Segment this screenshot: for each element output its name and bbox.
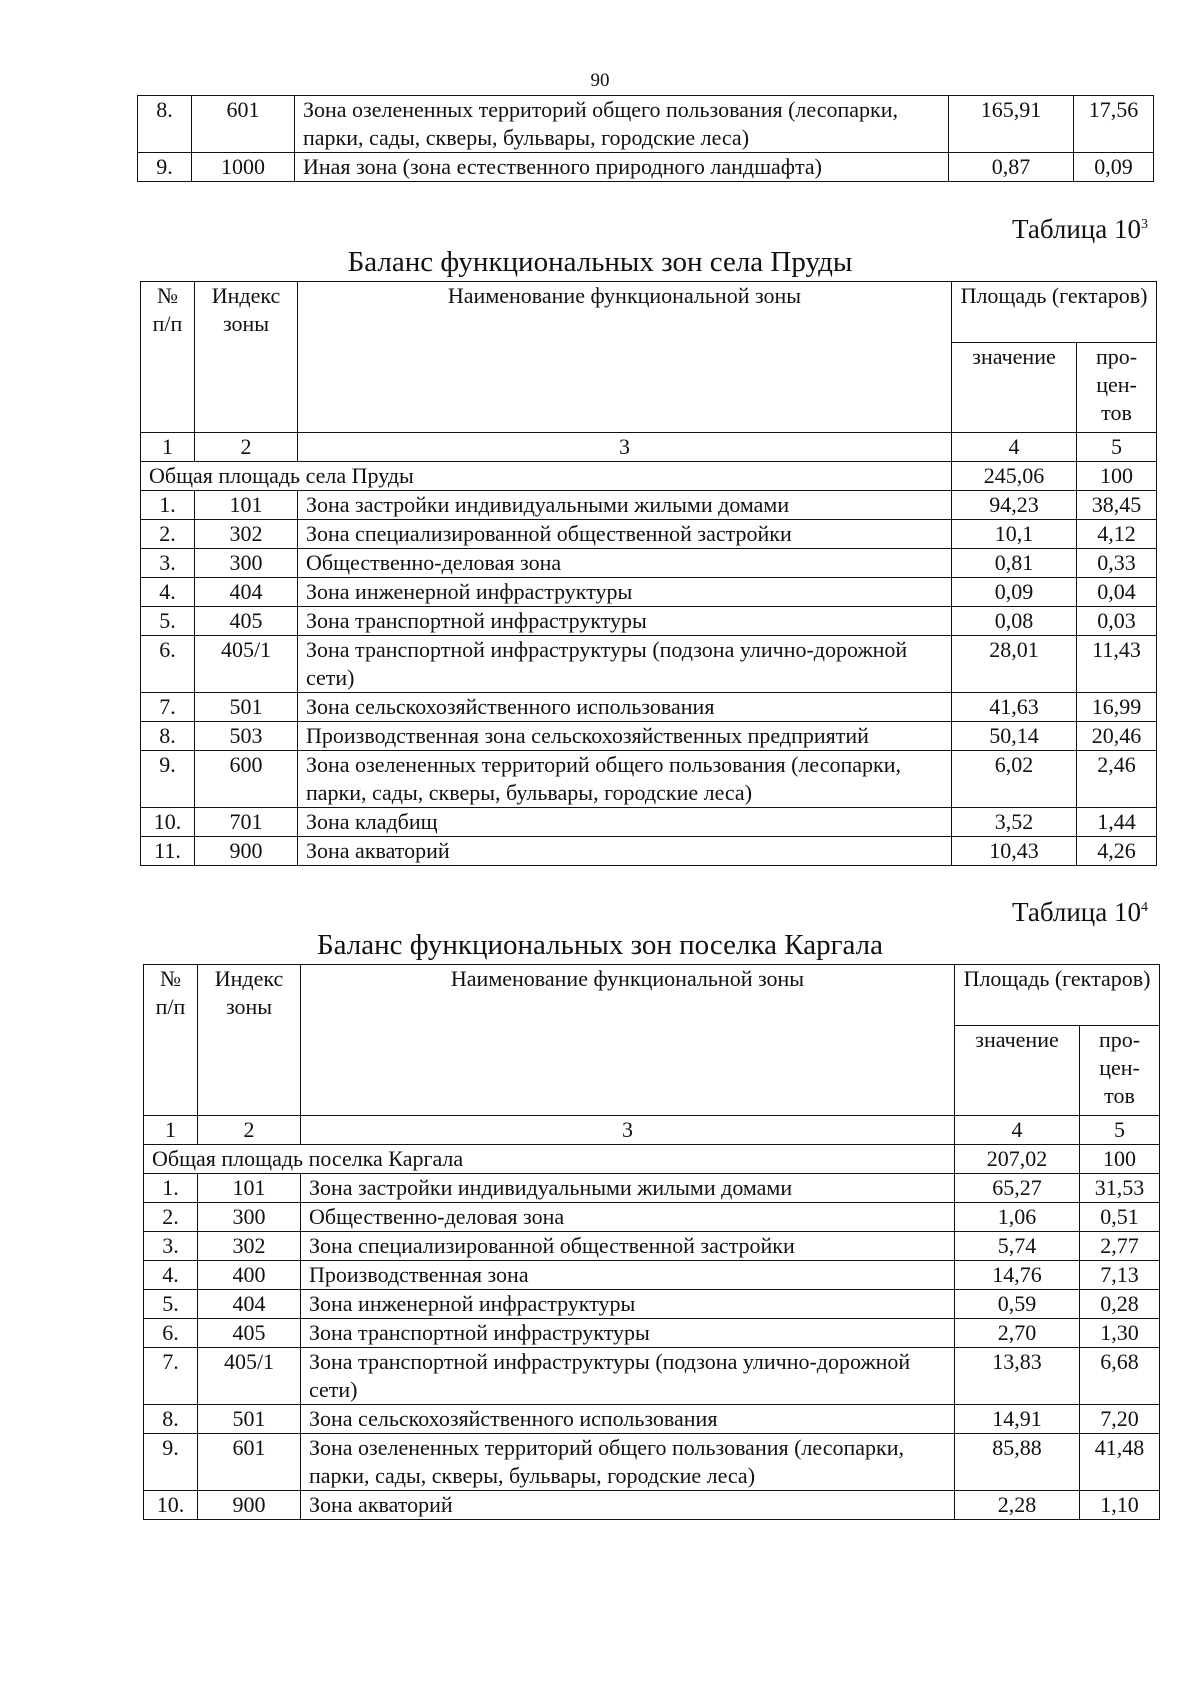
- zone-index: 300: [198, 1203, 301, 1232]
- zone-name: Производственная зона сельскохозяйственных предприятий: [298, 722, 952, 751]
- column-number: 5: [1080, 1116, 1160, 1145]
- row-number: 9.: [141, 751, 195, 808]
- table-row: [144, 1491, 1160, 1520]
- zone-name: Зона застройки индивидуальными жилыми домами: [301, 1174, 955, 1203]
- zone-area-percent: 0,51: [1080, 1203, 1160, 1232]
- table-row: [144, 1348, 1160, 1405]
- zone-index: 501: [195, 693, 298, 722]
- zone-area-value: 0,59: [955, 1290, 1080, 1319]
- zone-name: Зона транспортной инфраструктуры: [301, 1319, 955, 1348]
- zone-name: Общественно-деловая зона: [298, 549, 952, 578]
- zone-area-value: 2,28: [955, 1491, 1080, 1520]
- table-row: [144, 1434, 1160, 1491]
- column-number: 3: [298, 433, 952, 462]
- table-row: [144, 1319, 1160, 1348]
- table-row: [144, 1261, 1160, 1290]
- zone-area-value: 10,43: [952, 837, 1077, 866]
- table-title-prudy: Баланс функциональных зон села Пруды: [347, 246, 853, 278]
- zone-name: Зона кладбищ: [298, 808, 952, 837]
- header-index: Индекс зоны: [195, 282, 298, 433]
- zone-area-percent: 0,28: [1080, 1290, 1160, 1319]
- row-number: 8.: [144, 1405, 198, 1434]
- column-number: 5: [1077, 433, 1157, 462]
- table-row: [138, 153, 1154, 182]
- zone-area-value: 14,76: [955, 1261, 1080, 1290]
- table-label-text: Таблица 10: [1012, 897, 1141, 927]
- row-number: 6.: [141, 636, 195, 693]
- zone-index: 600: [195, 751, 298, 808]
- zone-area-value: 28,01: [952, 636, 1077, 693]
- total-label: Общая площадь поселка Каргала: [144, 1145, 955, 1174]
- zone-index: 900: [198, 1491, 301, 1520]
- header-row: [144, 965, 1160, 1026]
- zone-area-value: 0,09: [952, 578, 1077, 607]
- header-index: Индекс зоны: [198, 965, 301, 1116]
- column-number: 2: [198, 1116, 301, 1145]
- header-num: № п/п: [141, 282, 195, 433]
- zone-area-percent: 17,56: [1074, 96, 1154, 153]
- row-number: 2.: [144, 1203, 198, 1232]
- header-num: № п/п: [144, 965, 198, 1116]
- table-row: [141, 722, 1157, 751]
- header-value: значение: [952, 343, 1077, 433]
- zone-index: 701: [195, 808, 298, 837]
- zone-area-value: 50,14: [952, 722, 1077, 751]
- table-kargala-body: [144, 1174, 1160, 1520]
- zone-area-percent: 31,53: [1080, 1174, 1160, 1203]
- header-name: Наименование функциональной зоны: [298, 282, 952, 433]
- zone-name: Зона акваторий: [301, 1491, 955, 1520]
- zone-area-value: 65,27: [955, 1174, 1080, 1203]
- table-row: [141, 491, 1157, 520]
- zone-area-value: 0,81: [952, 549, 1077, 578]
- zone-area-value: 94,23: [952, 491, 1077, 520]
- zone-area-percent: 38,45: [1077, 491, 1157, 520]
- zone-area-percent: 4,12: [1077, 520, 1157, 549]
- row-number: 10.: [144, 1491, 198, 1520]
- row-number: 7.: [141, 693, 195, 722]
- row-number: 9.: [138, 153, 192, 182]
- total-value: 245,06: [952, 462, 1077, 491]
- zone-area-percent: 0,04: [1077, 578, 1157, 607]
- zone-area-percent: 16,99: [1077, 693, 1157, 722]
- row-number: 1.: [144, 1174, 198, 1203]
- zone-area-percent: 0,33: [1077, 549, 1157, 578]
- zone-area-percent: 20,46: [1077, 722, 1157, 751]
- zone-area-percent: 4,26: [1077, 837, 1157, 866]
- table-row: [141, 751, 1157, 808]
- total-label: Общая площадь села Пруды: [141, 462, 952, 491]
- row-number: 10.: [141, 808, 195, 837]
- zone-area-percent: 6,68: [1080, 1348, 1160, 1405]
- header-area: Площадь (гектаров): [952, 282, 1157, 343]
- zone-area-value: 41,63: [952, 693, 1077, 722]
- column-number: 4: [955, 1116, 1080, 1145]
- table-kargala: [143, 964, 1160, 1520]
- row-number: 3.: [144, 1232, 198, 1261]
- table-prudy: [140, 281, 1157, 866]
- table-row: [141, 693, 1157, 722]
- row-number: 8.: [138, 96, 192, 153]
- table-kargala-header: [144, 965, 1160, 1174]
- zone-area-percent: 0,03: [1077, 607, 1157, 636]
- table-label-superscript: 4: [1141, 900, 1148, 915]
- zone-index: 404: [195, 578, 298, 607]
- column-number: 4: [952, 433, 1077, 462]
- zone-index: 503: [195, 722, 298, 751]
- zone-index: 400: [198, 1261, 301, 1290]
- zone-index: 405/1: [198, 1348, 301, 1405]
- table-row: [141, 520, 1157, 549]
- zone-area-percent: 1,44: [1077, 808, 1157, 837]
- table-row: [144, 1203, 1160, 1232]
- column-number: 1: [141, 433, 195, 462]
- zone-area-percent: 41,48: [1080, 1434, 1160, 1491]
- zone-name: Зона специализированной общественной застройки: [298, 520, 952, 549]
- row-number: 5.: [144, 1290, 198, 1319]
- header-percent: про- цен- тов: [1077, 343, 1157, 433]
- row-number: 4.: [141, 578, 195, 607]
- zone-name: Иная зона (зона естественного природного ландшафта): [295, 153, 949, 182]
- table-row: [141, 607, 1157, 636]
- zone-area-value: 14,91: [955, 1405, 1080, 1434]
- zone-area-value: 6,02: [952, 751, 1077, 808]
- zone-index: 404: [198, 1290, 301, 1319]
- row-number: 9.: [144, 1434, 198, 1491]
- row-number: 8.: [141, 722, 195, 751]
- page-number: 90: [590, 70, 610, 91]
- zone-index: 601: [198, 1434, 301, 1491]
- zone-area-percent: 7,13: [1080, 1261, 1160, 1290]
- zone-name: Зона транспортной инфраструктуры (подзона улично-дорожной сети): [301, 1348, 955, 1405]
- zone-area-value: 13,83: [955, 1348, 1080, 1405]
- row-number: 6.: [144, 1319, 198, 1348]
- table-row: [141, 837, 1157, 866]
- header-percent: про- цен- тов: [1080, 1026, 1160, 1116]
- table-label-superscript: 3: [1141, 217, 1148, 232]
- zone-area-value: 85,88: [955, 1434, 1080, 1491]
- zone-area-percent: 2,77: [1080, 1232, 1160, 1261]
- header-value: значение: [955, 1026, 1080, 1116]
- zone-index: 501: [198, 1405, 301, 1434]
- zone-name: Зона транспортной инфраструктуры (подзона улично-дорожной сети): [298, 636, 952, 693]
- total-row: [141, 462, 1157, 491]
- zone-area-percent: 7,20: [1080, 1405, 1160, 1434]
- zone-area-value: 3,52: [952, 808, 1077, 837]
- zone-index: 1000: [192, 153, 295, 182]
- zone-index: 101: [195, 491, 298, 520]
- zone-area-value: 2,70: [955, 1319, 1080, 1348]
- table-row: [144, 1232, 1160, 1261]
- zone-index: 405/1: [195, 636, 298, 693]
- zone-name: Зона транспортной инфраструктуры: [298, 607, 952, 636]
- zone-area-percent: 1,30: [1080, 1319, 1160, 1348]
- total-row: [144, 1145, 1160, 1174]
- zone-name: Зона озелененных территорий общего пользования (лесопарки, парки, сады, скверы, бульвары, городские леса): [295, 96, 949, 153]
- column-number: 2: [195, 433, 298, 462]
- zone-area-value: 10,1: [952, 520, 1077, 549]
- zone-area-value: 165,91: [949, 96, 1074, 153]
- header-area: Площадь (гектаров): [955, 965, 1160, 1026]
- row-number: 7.: [144, 1348, 198, 1405]
- row-number: 5.: [141, 607, 195, 636]
- zone-area-value: 0,87: [949, 153, 1074, 182]
- table-row: [144, 1290, 1160, 1319]
- total-value: 207,02: [955, 1145, 1080, 1174]
- zone-area-value: 1,06: [955, 1203, 1080, 1232]
- zone-index: 302: [195, 520, 298, 549]
- zone-area-percent: 11,43: [1077, 636, 1157, 693]
- table-prudy-header: [141, 282, 1157, 491]
- zone-name: Зона специализированной общественной застройки: [301, 1232, 955, 1261]
- zone-area-value: 0,08: [952, 607, 1077, 636]
- zone-index: 405: [195, 607, 298, 636]
- row-number: 11.: [141, 837, 195, 866]
- zone-name: Зона сельскохозяйственного использования: [301, 1405, 955, 1434]
- column-number-row: [141, 433, 1157, 462]
- zone-area-percent: 0,09: [1074, 153, 1154, 182]
- table-row: [138, 96, 1154, 153]
- zone-index: 405: [198, 1319, 301, 1348]
- zone-name: Зона акваторий: [298, 837, 952, 866]
- table-row: [144, 1174, 1160, 1203]
- total-percent: 100: [1080, 1145, 1160, 1174]
- table-row: [141, 808, 1157, 837]
- table-label-kargala: [1012, 897, 1148, 928]
- zone-name: Зона сельскохозяйственного использования: [298, 693, 952, 722]
- table-title-kargala: Баланс функциональных зон поселка Каргала: [317, 929, 883, 961]
- table-prudy-body: [141, 491, 1157, 866]
- table-row: [141, 549, 1157, 578]
- zone-name: Зона инженерной инфраструктуры: [298, 578, 952, 607]
- zone-index: 101: [198, 1174, 301, 1203]
- header-name: Наименование функциональной зоны: [301, 965, 955, 1116]
- row-number: 1.: [141, 491, 195, 520]
- column-number: 3: [301, 1116, 955, 1145]
- continued-table-body: [138, 96, 1154, 182]
- zone-area-percent: 2,46: [1077, 751, 1157, 808]
- column-number-row: [144, 1116, 1160, 1145]
- continued-table: [137, 95, 1154, 182]
- zone-name: Производственная зона: [301, 1261, 955, 1290]
- table-row: [141, 578, 1157, 607]
- zone-index: 900: [195, 837, 298, 866]
- header-row: [141, 282, 1157, 343]
- table-label-prudy: [1012, 214, 1148, 245]
- zone-name: Зона озелененных территорий общего пользования (лесопарки, парки, сады, скверы, бульвары, городские леса): [301, 1434, 955, 1491]
- zone-index: 601: [192, 96, 295, 153]
- row-number: 3.: [141, 549, 195, 578]
- zone-index: 302: [198, 1232, 301, 1261]
- zone-area-value: 5,74: [955, 1232, 1080, 1261]
- total-percent: 100: [1077, 462, 1157, 491]
- table-row: [141, 636, 1157, 693]
- zone-name: Зона озелененных территорий общего пользования (лесопарки, парки, сады, скверы, бульвары, городские леса): [298, 751, 952, 808]
- row-number: 2.: [141, 520, 195, 549]
- zone-name: Зона застройки индивидуальными жилыми домами: [298, 491, 952, 520]
- zone-index: 300: [195, 549, 298, 578]
- zone-area-percent: 1,10: [1080, 1491, 1160, 1520]
- zone-name: Общественно-деловая зона: [301, 1203, 955, 1232]
- table-row: [144, 1405, 1160, 1434]
- zone-name: Зона инженерной инфраструктуры: [301, 1290, 955, 1319]
- row-number: 4.: [144, 1261, 198, 1290]
- column-number: 1: [144, 1116, 198, 1145]
- table-label-text: Таблица 10: [1012, 214, 1141, 244]
